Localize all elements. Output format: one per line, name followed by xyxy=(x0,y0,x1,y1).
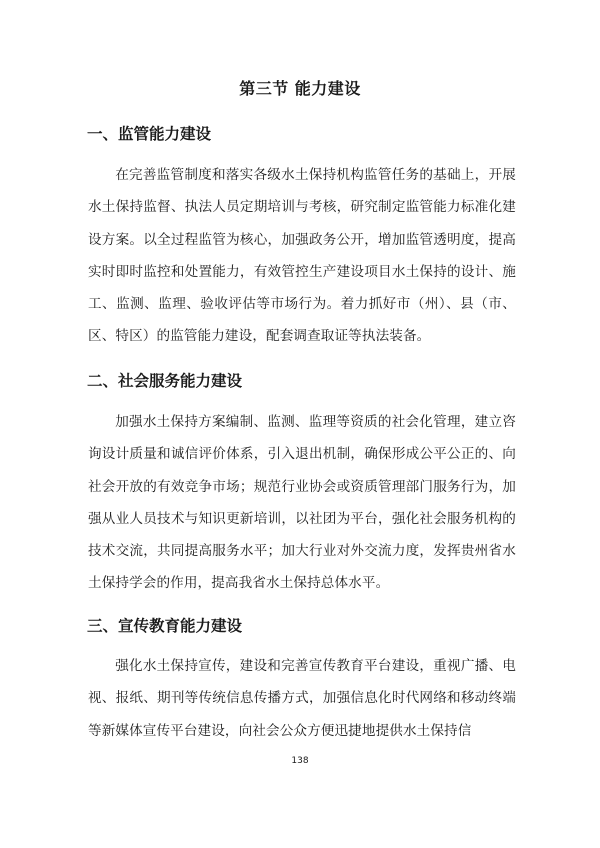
heading-supervision: 一、监管能力建设 xyxy=(87,125,212,143)
paragraph-social-service: 加强水土保持方案编制、监测、监理等资质的社会化管理，建立咨询设计质量和诚信评价体系，引入退出机制，确保形成公平公正的、向社会开放的有效竞争市场；规范行业协会或资质管理部门服务行为，加强从业人员技术与知识更新培训，以社团为平台，强化社会服务机构的技术交流，共同提高服务水平；加大行业对外交流力度，发挥贵州省水土保持学会的作用，提高我省水土保持总体水平。 xyxy=(88,414,516,592)
heading-social-service: 二、社会服务能力建设 xyxy=(87,372,243,390)
paragraph-supervision: 在完善监管制度和落实各级水土保持机构监管任务的基础上，开展水土保持监督、执法人员定期培训与考核，研究制定监管能力标准化建设方案。以全过程监管为核心，加强政务公开，增加监管透明度，提高实时即时监控和处置能力，有效管控生产建设项目水土保持的设计、施工、监测、监理、验收评估等市场行为。着力抓好市（州）、县（市、区、特区）的监管能力建设，配套调查取证等执法装备。 xyxy=(88,167,516,345)
section-title: 第三节 能力建设 xyxy=(239,79,361,98)
heading-publicity-education: 三、宣传教育能力建设 xyxy=(87,617,243,635)
page-number: 138 xyxy=(291,756,309,766)
paragraph-publicity-education: 强化水土保持宣传，建设和完善宣传教育平台建设，重视广播、电视、报纸、期刊等传统信息传播方式，加强信息化时代网络和移动终端等新媒体宣传平台建设，向社会公众方便迅捷地提供水土保持信 xyxy=(88,658,516,739)
